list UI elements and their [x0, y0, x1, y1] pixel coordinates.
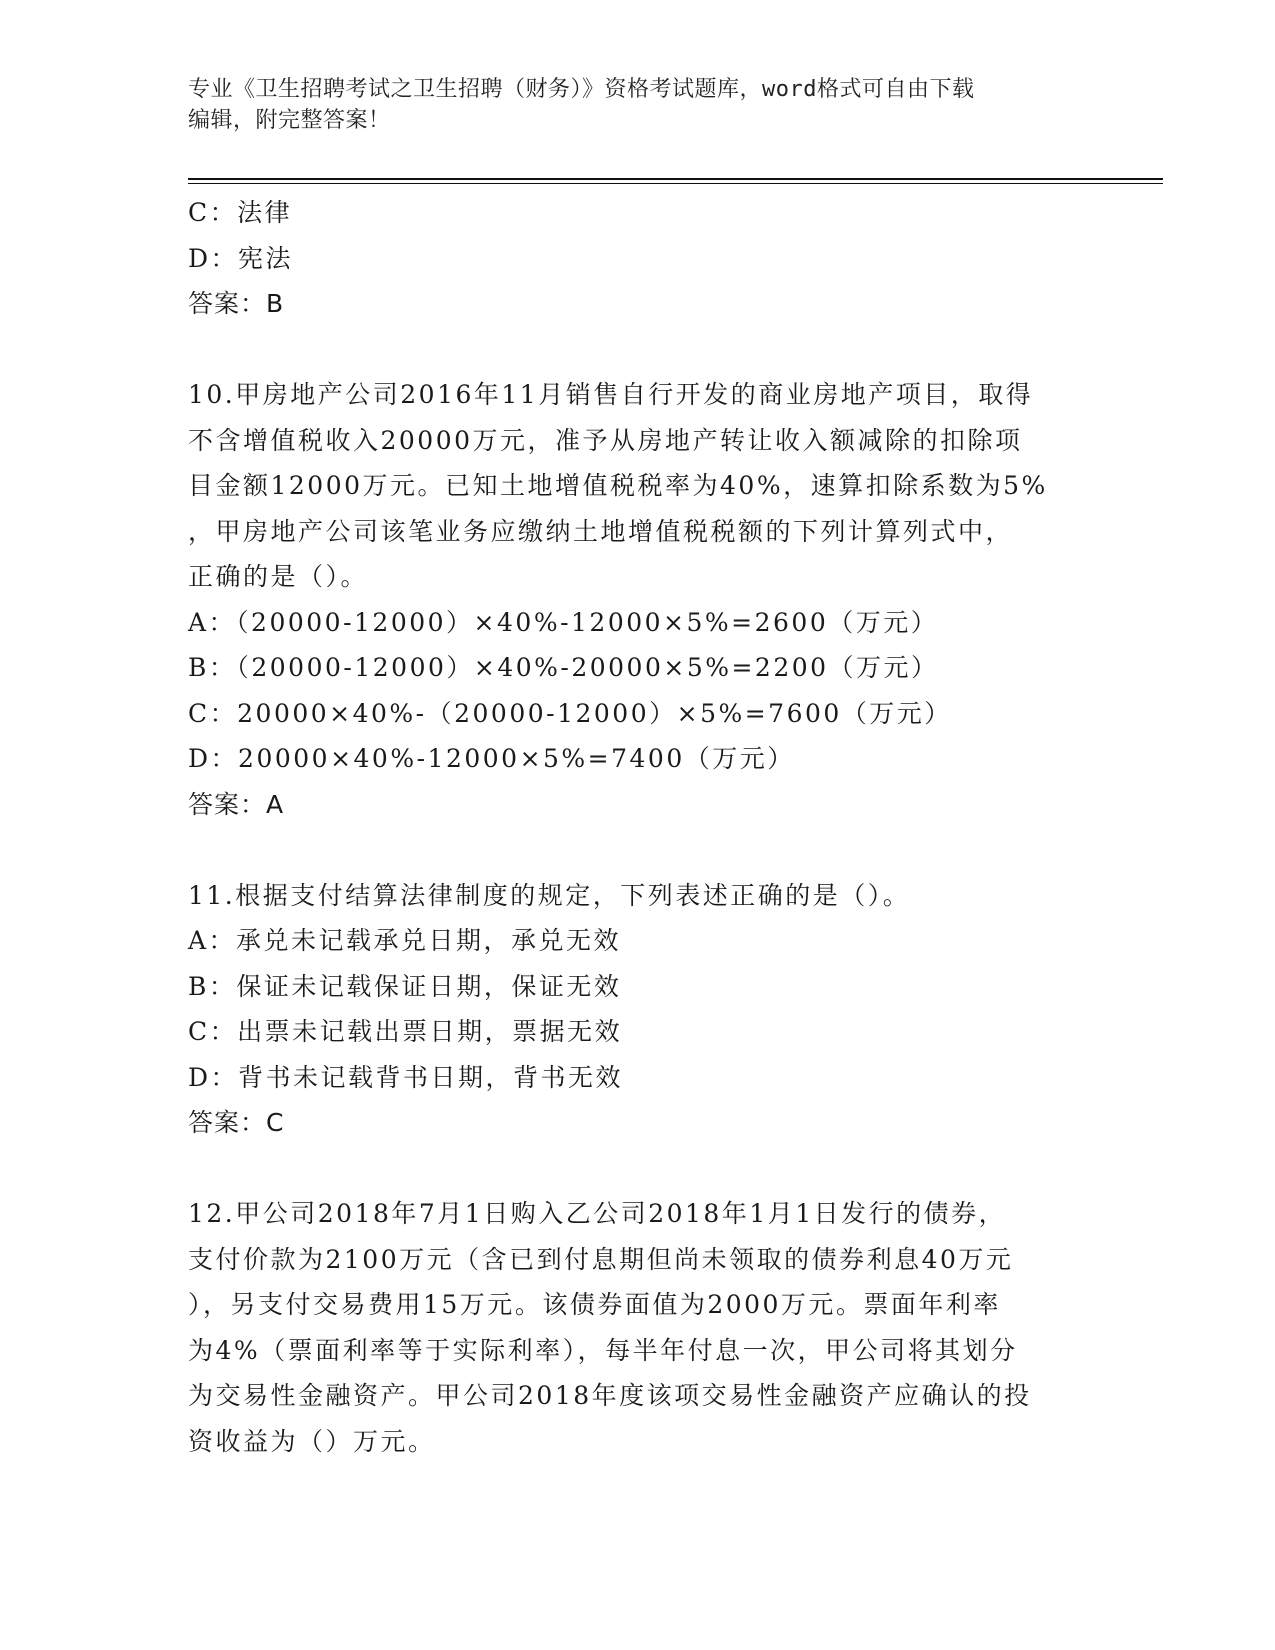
q12-stem-line: 12.甲公司2018年7月1日购入乙公司2018年1月1日发行的债券， [188, 1199, 1007, 1228]
header-divider-thin [188, 183, 1163, 184]
q11-option-c: C：出票未记载出票日期，票据无效 [188, 1017, 623, 1046]
spacer [188, 827, 1088, 873]
question-12 [188, 1191, 1088, 1464]
q10-option-b: B：（20000-12000）×40%-20000×5%=2200（万元） [188, 653, 939, 682]
q10-stem-line: 正确的是（）。 [188, 562, 369, 591]
q10-option-a: A：（20000-12000）×40%-12000×5%=2600（万元） [188, 607, 939, 637]
q11-answer: 答案：C [188, 1108, 285, 1137]
spacer [188, 1146, 1088, 1192]
q10-answer: 答案：A [188, 789, 285, 819]
question-11 [188, 873, 1088, 1146]
spacer [188, 327, 1088, 373]
q10-stem-line: 不含增值税收入20000万元，准予从房地产转让收入额减除的扣除项 [188, 425, 1023, 455]
q12-stem-line: 资收益为（）万元。 [188, 1426, 436, 1456]
q11-option-d: D：背书未记载背书日期，背书无效 [188, 1062, 624, 1092]
document-header [188, 74, 1108, 136]
q12-stem-line: 支付价款为2100万元（含已到付息期但尚未领取的债券利息40万元 [188, 1244, 1014, 1274]
q12-stem-line: 为交易性金融资产。甲公司2018年度该项交易性金融资产应确认的投 [188, 1381, 1032, 1410]
q11-stem: 11.根据支付结算法律制度的规定，下列表述正确的是（）。 [188, 880, 911, 910]
q10-stem-line: ，甲房地产公司该笔业务应缴纳土地增值税税额的下列计算列式中， [188, 516, 1014, 546]
q11-option-b: B：保证未记载保证日期，保证无效 [188, 971, 622, 1001]
q10-stem-line: 目金额12000万元。已知土地增值税税率为40%，速算扣除系数为5% [188, 471, 1048, 500]
q9-answer: 答案：B [188, 289, 285, 318]
question-10 [188, 372, 1088, 827]
q12-stem-line: ），另支付交易费用15万元。该债券面值为2000万元。票面年利率 [188, 1290, 1001, 1319]
q11-option-a: A：承兑未记载承兑日期，承兑无效 [188, 926, 622, 955]
header-line-2: 编辑，附完整答案！ [188, 108, 391, 133]
q10-stem-line: 10.甲房地产公司2016年11月销售自行开发的商业房地产项目，取得 [188, 380, 1034, 409]
header-line-1: 专业《卫生招聘考试之卫生招聘（财务）》资格考试题库，word格式可自由下载 [188, 77, 975, 102]
q9-option-d: D：宪法 [188, 243, 294, 273]
question-9-tail [188, 190, 1088, 327]
header-divider-thick [188, 178, 1163, 180]
question-list [188, 190, 1088, 1464]
q10-option-c: C：20000×40%-（20000-12000）×5%=7600（万元） [188, 698, 952, 728]
q10-option-d: D：20000×40%-12000×5%=7400（万元） [188, 744, 795, 773]
q9-option-c: C：法律 [188, 198, 293, 227]
q12-stem-line: 为4%（票面利率等于实际利率），每半年付息一次，甲公司将其划分 [188, 1335, 1018, 1365]
